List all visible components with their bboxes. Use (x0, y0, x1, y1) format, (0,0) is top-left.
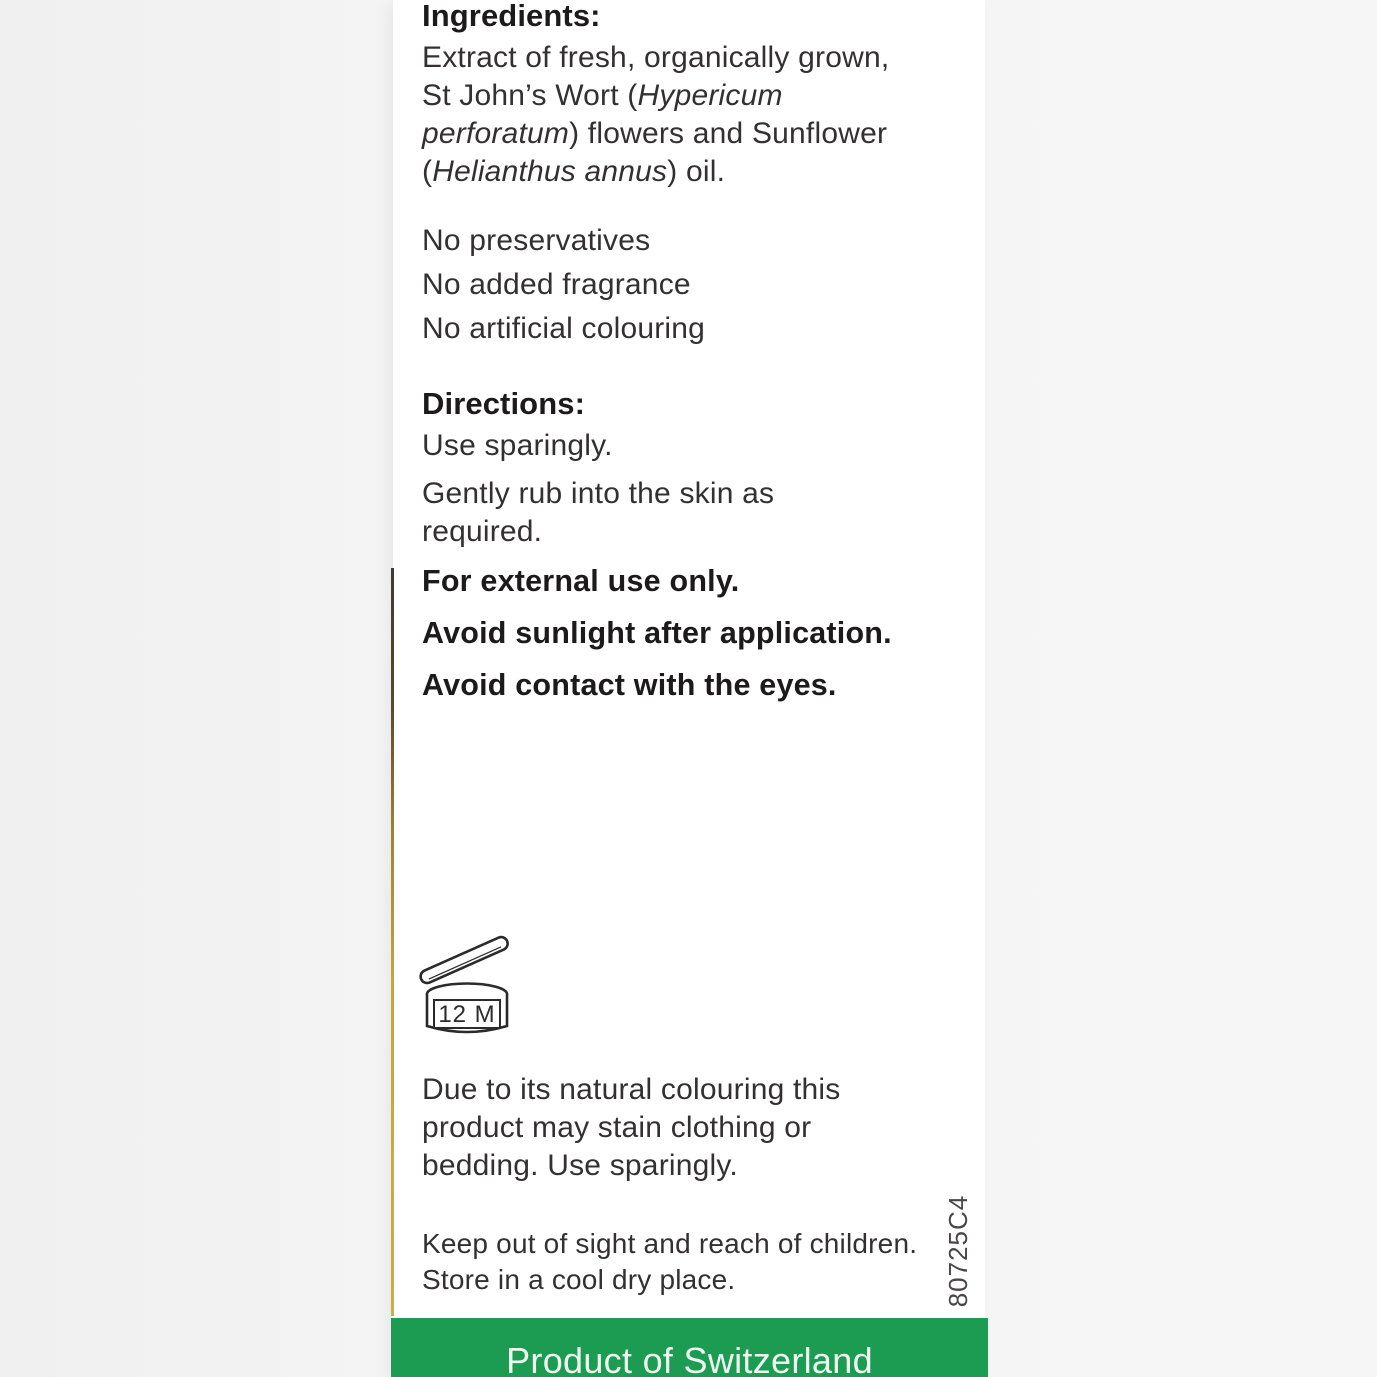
directions-rub-in: Gently rub into the skin as required. (422, 477, 775, 548)
box-edge-fold-line (391, 568, 394, 1316)
claim-no-preservatives: No preservatives (422, 224, 651, 257)
batch-code: 80725C4 (943, 1194, 973, 1308)
ingredients-heading: Ingredients: (422, 0, 601, 33)
ingredients-line: (Helianthus annus) oil. (422, 155, 726, 188)
product-box-back-panel (393, 0, 985, 1377)
directions-use-sparingly: Use sparingly. (422, 429, 613, 462)
latin-name: Helianthus annus (432, 155, 668, 188)
ingredients-line: perforatum) flowers and Sunflower (422, 117, 888, 150)
origin-banner-label: Product of Switzerland (506, 1340, 873, 1377)
latin-name: perforatum (422, 117, 570, 150)
warning-avoid-sunlight: Avoid sunlight after application. (422, 616, 892, 650)
product-claims (422, 219, 705, 351)
poa-duration-label: 12 M (438, 1001, 496, 1028)
claim-no-artificial-colouring: No artificial colouring (422, 312, 706, 345)
ingredients-line: St John’s Wort (Hypericum (422, 79, 783, 112)
ingredients-line: Extract of fresh, organically grown, (422, 41, 890, 74)
warning-external-use-only: For external use only. (422, 564, 740, 598)
warning-avoid-eye-contact: Avoid contact with the eyes. (422, 668, 837, 702)
directions-heading: Directions: (422, 386, 586, 421)
origin-banner (391, 1318, 988, 1377)
stain-warning-text: Due to its natural colouring this product may stain clothing or bedding. Use sparingly. (422, 1073, 841, 1182)
ingredients-text (422, 39, 889, 191)
claim-no-added-fragrance: No added fragrance (422, 268, 691, 301)
latin-name: Hypericum (637, 79, 783, 112)
storage-instructions: Keep out of sight and reach of children. Store in a cool dry place. (422, 1228, 918, 1295)
open-jar-12m-icon (411, 930, 529, 1042)
